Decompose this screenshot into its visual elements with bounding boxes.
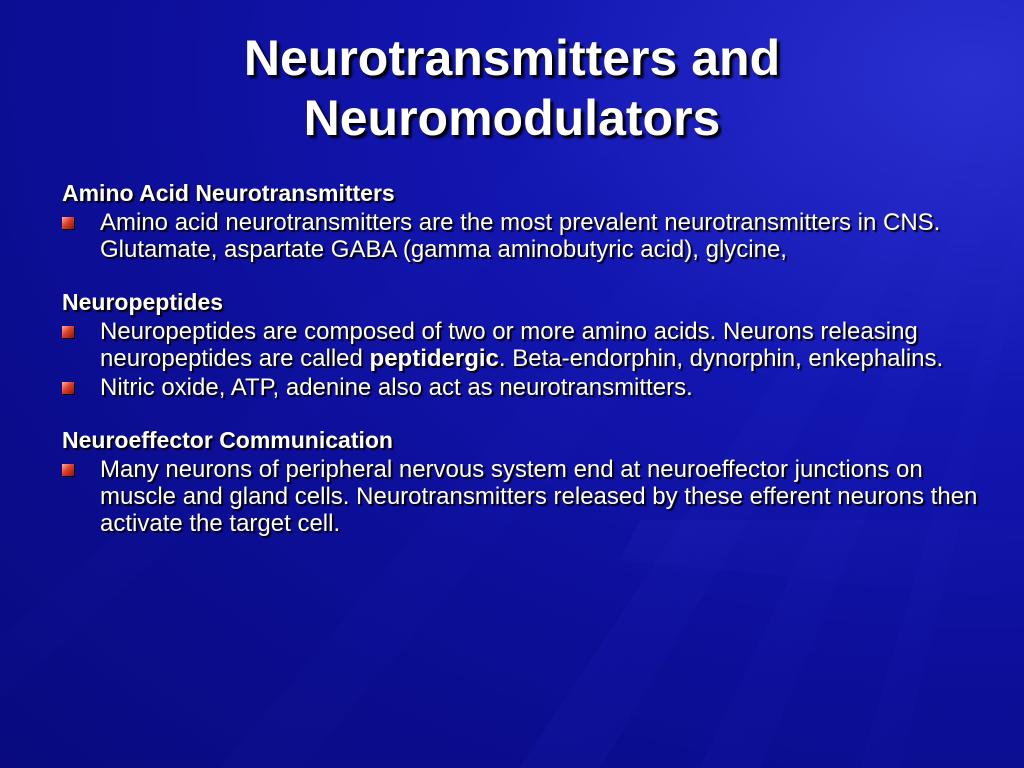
bullet-item — [62, 456, 982, 537]
slide-content — [62, 180, 982, 537]
square-bullet-icon — [62, 326, 74, 338]
title-line-1: Neurotransmitters and — [243, 30, 781, 86]
slide-title — [0, 28, 1024, 148]
bullet-text-before: Neuropeptides are composed of two or more amino acids. Neurons releasing neuropeptides are called — [100, 318, 918, 372]
bullet-item — [62, 374, 982, 401]
bullet-text-after: . Beta-endorphin, dynorphin, enkephalins. — [498, 345, 944, 372]
bullet-text-bold: peptidergic — [369, 345, 499, 372]
bullet-text: Amino acid neurotransmitters are the most prevalent neurotransmitters in CNS. Glutamate, aspartate GABA (gamma aminobutyric acid), glycine, — [100, 209, 941, 263]
bullet-text: Nitric oxide, ATP, adenine also act as neurotransmitters. — [100, 374, 693, 401]
square-bullet-icon — [62, 464, 74, 476]
spacer — [62, 263, 982, 289]
bullet-item — [62, 209, 982, 263]
section-heading-neuropeptides: Neuropeptides — [62, 289, 224, 315]
section-heading-neuroeffector: Neuroeffector Communication — [62, 427, 393, 453]
section-heading-amino-acid: Amino Acid Neurotransmitters — [62, 180, 395, 206]
spacer — [62, 401, 982, 427]
square-bullet-icon — [62, 382, 74, 394]
square-bullet-icon — [62, 217, 74, 229]
bullet-text: Many neurons of peripheral nervous system end at neuroeffector junctions on muscle and gland cells. Neurotransmitters released by these efferent neurons then activate the target cell. — [100, 456, 978, 537]
bullet-item — [62, 318, 982, 372]
title-line-2: Neuromodulators — [303, 90, 721, 146]
